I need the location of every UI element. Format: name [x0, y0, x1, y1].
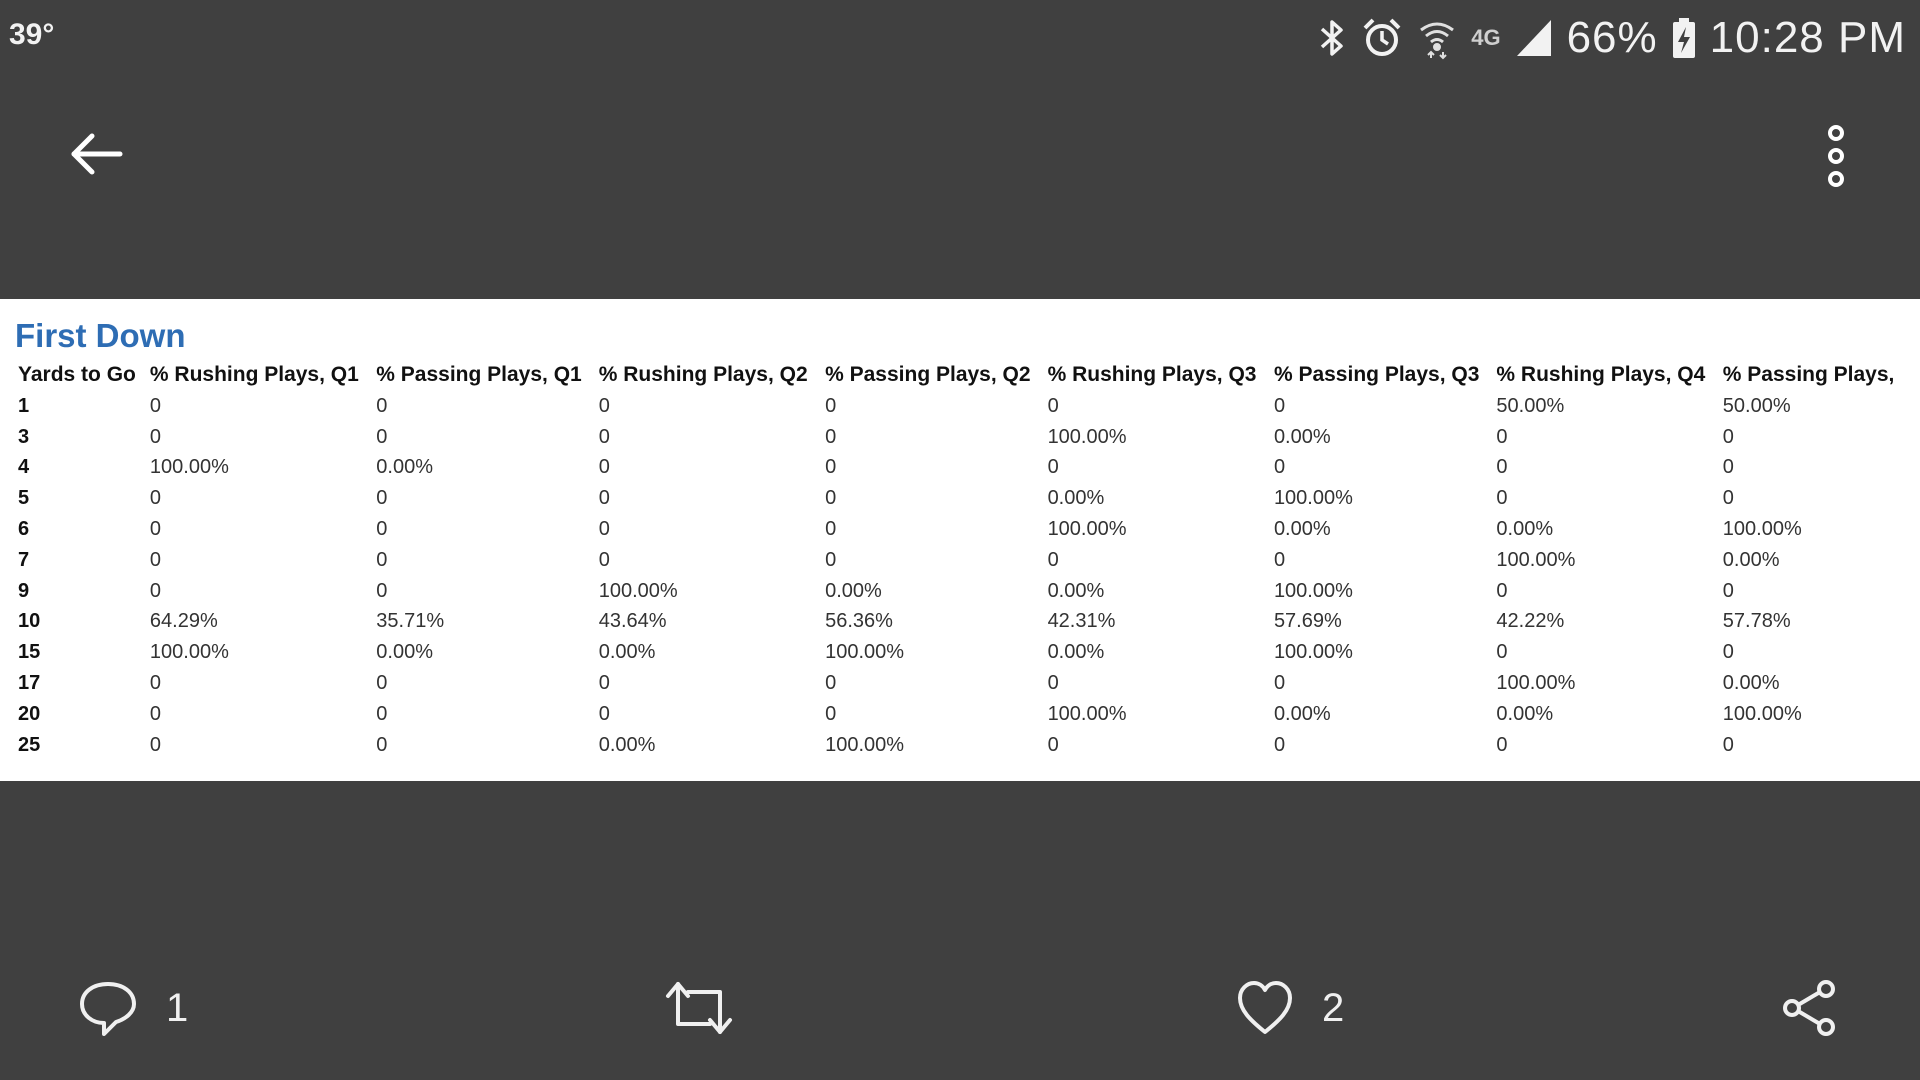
percentage-cell: 0	[1722, 456, 1734, 479]
table-row	[18, 576, 1920, 607]
percentage-cell: 0	[1722, 487, 1734, 510]
percentage-cell: 0	[598, 702, 610, 725]
percentage-cell: 0	[825, 456, 837, 479]
percentage-cell: 0	[825, 518, 837, 541]
percentage-cell: 57.69%	[1273, 610, 1342, 633]
percentage-cell: 0	[376, 425, 388, 448]
percentage-cell: 0	[1722, 641, 1734, 664]
table-row	[18, 453, 1920, 484]
percentage-cell: 0	[1496, 425, 1508, 448]
percentage-cell: 100.00%	[1047, 518, 1127, 541]
percentage-cell: 0	[376, 548, 388, 571]
table-row	[18, 668, 1920, 699]
percentage-cell: 50.00%	[1722, 394, 1791, 417]
percentage-cell: 0	[825, 702, 837, 725]
percentage-cell: 0.00%	[1722, 548, 1780, 571]
percentage-cell: 64.29%	[149, 610, 218, 633]
percentage-cell: 0	[1047, 394, 1059, 417]
percentage-cell: 100.00%	[1496, 548, 1576, 571]
percentage-cell: 0	[1496, 487, 1508, 510]
percentage-cell: 0	[825, 487, 837, 510]
percentage-cell: 0.00%	[825, 579, 882, 602]
status-bar	[0, 0, 1920, 72]
percentage-cell: 0	[598, 456, 610, 479]
column-header: % Passing Plays, Q3	[1273, 362, 1480, 386]
percentage-cell: 0	[149, 518, 162, 541]
percentage-cell: 0	[376, 518, 388, 541]
clock: 10:28 PM	[1709, 13, 1906, 62]
percentage-cell: 100.00%	[1273, 579, 1353, 602]
retweet-button[interactable]	[664, 972, 734, 1044]
percentage-cell: 100.00%	[1047, 702, 1127, 725]
like-button[interactable]	[1236, 972, 1344, 1044]
percentage-cell: 0	[1496, 641, 1508, 664]
yards-to-go-cell: 5	[18, 487, 30, 510]
more-options-button[interactable]	[1812, 120, 1860, 192]
percentage-cell: 0	[825, 394, 837, 417]
percentage-cell: 0	[598, 672, 610, 695]
percentage-cell: 42.31%	[1047, 610, 1116, 633]
percentage-cell: 100.00%	[825, 641, 905, 664]
percentage-cell: 0	[149, 702, 162, 725]
retweet-icon	[664, 980, 734, 1036]
percentage-cell: 0	[598, 394, 610, 417]
wifi-icon	[1417, 16, 1457, 60]
column-header: % Passing Plays,	[1722, 362, 1895, 386]
column-header: % Rushing Plays, Q2	[598, 362, 808, 386]
percentage-cell: 0	[1047, 548, 1059, 571]
percentage-cell: 0.00%	[376, 456, 433, 479]
percentage-cell: 0	[376, 672, 388, 695]
column-header: % Rushing Plays, Q3	[1047, 362, 1257, 386]
percentage-cell: 0	[1273, 548, 1286, 571]
percentage-cell: 56.36%	[825, 610, 893, 633]
percentage-cell: 100.00%	[1047, 425, 1127, 448]
share-button[interactable]	[1780, 972, 1840, 1044]
percentage-cell: 0	[598, 487, 610, 510]
percentage-cell: 0	[376, 394, 388, 417]
percentage-cell: 0	[825, 672, 837, 695]
network-type-label: 4G	[1471, 25, 1501, 50]
percentage-cell: 42.22%	[1496, 610, 1565, 633]
yards-to-go-cell: 17	[18, 672, 41, 695]
percentage-cell: 0.00%	[1273, 702, 1331, 725]
bluetooth-icon	[1317, 16, 1347, 60]
percentage-cell: 0	[149, 579, 162, 602]
percentage-cell: 0	[1496, 456, 1508, 479]
percentage-cell: 0.00%	[598, 733, 656, 756]
column-header: % Rushing Plays, Q1	[149, 362, 359, 386]
percentage-cell: 50.00%	[1496, 394, 1565, 417]
percentage-cell: 0	[149, 733, 162, 756]
share-icon	[1780, 978, 1840, 1038]
percentage-cell: 0	[825, 548, 837, 571]
first-down-table	[18, 358, 1920, 761]
percentage-cell: 0	[376, 487, 388, 510]
table-body	[18, 391, 1920, 761]
percentage-cell: 0	[149, 394, 162, 417]
percentage-cell: 0	[1047, 733, 1059, 756]
yards-to-go-cell: 20	[18, 702, 41, 725]
yards-to-go-cell: 10	[18, 610, 41, 633]
back-button[interactable]	[64, 126, 128, 182]
yards-to-go-cell: 25	[18, 733, 41, 756]
percentage-cell: 43.64%	[598, 610, 667, 633]
percentage-cell: 0	[1273, 733, 1286, 756]
percentage-cell: 0.00%	[1047, 487, 1105, 510]
percentage-cell: 0	[1722, 425, 1734, 448]
status-icons	[1317, 10, 1906, 66]
yards-to-go-cell: 3	[18, 425, 30, 448]
percentage-cell: 0	[1722, 733, 1734, 756]
percentage-cell: 0	[1047, 672, 1059, 695]
percentage-cell: 0	[376, 702, 388, 725]
percentage-cell: 100.00%	[1273, 641, 1353, 664]
percentage-cell: 0	[1273, 456, 1286, 479]
percentage-cell: 0	[149, 548, 162, 571]
like-count: 2	[1322, 985, 1345, 1030]
percentage-cell: 0	[376, 733, 388, 756]
signal-icon	[1515, 18, 1553, 58]
percentage-cell: 0	[1273, 394, 1286, 417]
alarm-icon	[1361, 16, 1403, 60]
yards-to-go-cell: 9	[18, 579, 30, 602]
weather-temperature: 39°	[9, 18, 55, 51]
battery-charging-icon	[1672, 17, 1696, 59]
percentage-cell: 57.78%	[1722, 610, 1791, 633]
percentage-cell: 0	[149, 425, 162, 448]
percentage-cell: 100.00%	[825, 733, 905, 756]
percentage-cell: 0.00%	[1496, 518, 1554, 541]
image-title: First Down	[15, 317, 186, 354]
percentage-cell: 100.00%	[1496, 672, 1576, 695]
table-header-row	[18, 358, 1920, 391]
percentage-cell: 100.00%	[1722, 702, 1802, 725]
column-header: % Passing Plays, Q1	[376, 362, 582, 386]
more-vertical-icon	[1824, 124, 1848, 188]
reply-count: 1	[166, 985, 189, 1030]
percentage-cell: 0.00%	[1047, 641, 1105, 664]
percentage-cell: 100.00%	[1722, 518, 1802, 541]
table-row	[18, 637, 1920, 668]
percentage-cell: 0	[598, 518, 610, 541]
table-row	[18, 514, 1920, 545]
table-row	[18, 391, 1920, 422]
percentage-cell: 0.00%	[1273, 425, 1331, 448]
percentage-cell: 0.00%	[1496, 702, 1554, 725]
percentage-cell: 0	[1722, 579, 1734, 602]
yards-to-go-cell: 4	[18, 456, 30, 479]
percentage-cell: 0	[149, 672, 162, 695]
percentage-cell: 0.00%	[1722, 672, 1780, 695]
yards-to-go-cell: 6	[18, 518, 30, 541]
reply-button[interactable]	[78, 972, 188, 1044]
percentage-cell: 100.00%	[149, 456, 229, 479]
percentage-cell: 0	[149, 487, 162, 510]
table-row	[18, 607, 1920, 638]
column-header: Yards to Go	[18, 362, 136, 386]
tweet-image[interactable]	[0, 299, 1920, 781]
table-row	[18, 730, 1920, 761]
table-row	[18, 545, 1920, 576]
heart-icon	[1236, 980, 1294, 1036]
percentage-cell: 0	[376, 579, 388, 602]
table-row	[18, 422, 1920, 453]
percentage-cell: 0	[1047, 456, 1059, 479]
percentage-cell: 0.00%	[376, 641, 433, 664]
percentage-cell: 0	[598, 425, 610, 448]
percentage-cell: 35.71%	[376, 610, 445, 633]
arrow-left-icon	[68, 131, 124, 177]
column-header: % Passing Plays, Q2	[825, 362, 1031, 386]
percentage-cell: 0	[825, 425, 837, 448]
table-row	[18, 483, 1920, 514]
reply-icon	[78, 978, 138, 1038]
yards-to-go-cell: 1	[18, 394, 30, 417]
percentage-cell: 100.00%	[1273, 487, 1353, 510]
percentage-cell: 100.00%	[149, 641, 229, 664]
percentage-cell: 0	[1496, 733, 1508, 756]
yards-to-go-cell: 7	[18, 548, 30, 571]
yards-to-go-cell: 15	[18, 641, 41, 664]
percentage-cell: 0	[1496, 579, 1508, 602]
percentage-cell: 0	[598, 548, 610, 571]
percentage-cell: 0.00%	[1273, 518, 1331, 541]
percentage-cell: 0	[1273, 672, 1286, 695]
percentage-cell: 0.00%	[1047, 579, 1105, 602]
percentage-cell: 100.00%	[598, 579, 678, 602]
column-header: % Rushing Plays, Q4	[1496, 362, 1706, 386]
battery-percentage: 66%	[1566, 13, 1658, 62]
percentage-cell: 0.00%	[598, 641, 656, 664]
table-row	[18, 699, 1920, 730]
